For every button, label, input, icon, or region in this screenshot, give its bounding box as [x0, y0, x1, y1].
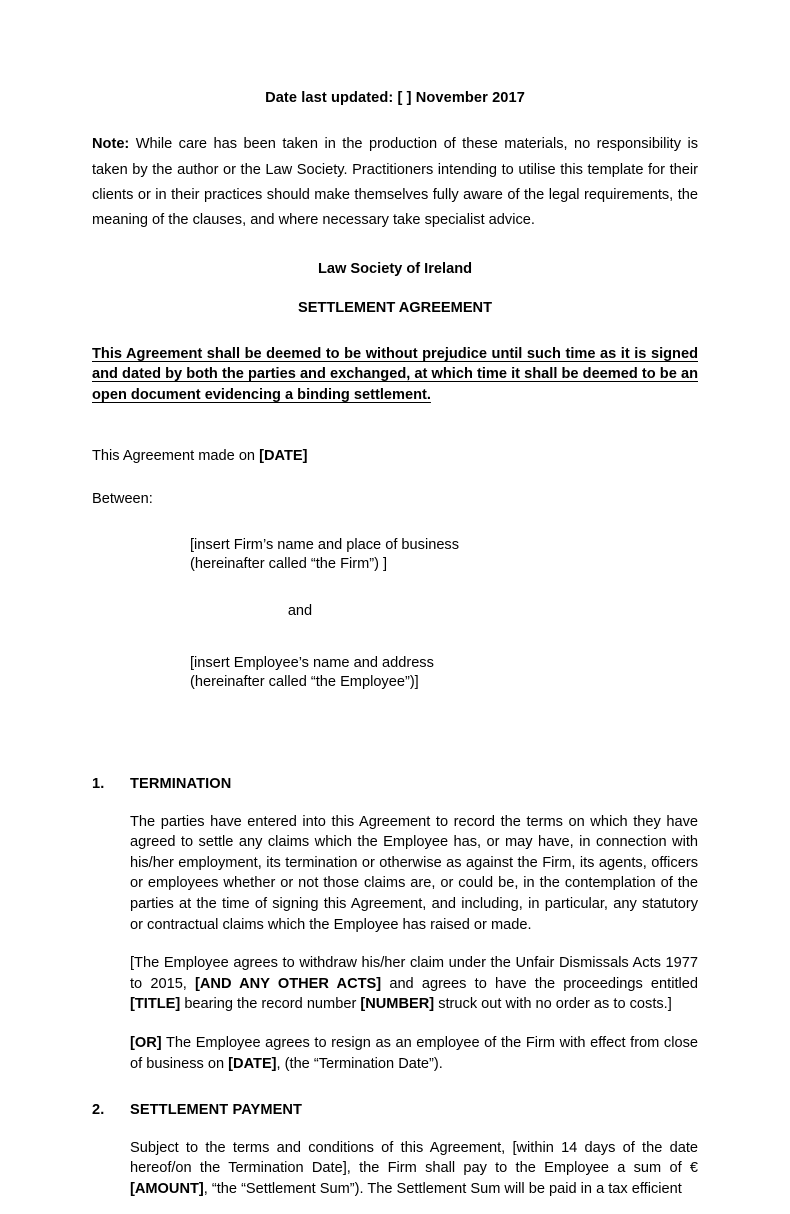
date-last-updated: Date last updated: [ ] November 2017	[265, 90, 525, 106]
withdraw-claim-part-4: struck out with no order as to costs.]	[434, 996, 672, 1013]
section-1-heading	[92, 774, 698, 794]
party-employee	[190, 654, 698, 692]
section-1-title: TERMINATION	[130, 776, 232, 793]
withdraw-claim-paragraph	[130, 953, 698, 1015]
section-termination	[92, 774, 698, 1074]
party-firm-line-1: [insert Firm’s name and place of business	[190, 536, 460, 553]
date-placeholder: [DATE]	[259, 448, 308, 465]
termination-date-placeholder: [DATE]	[228, 1055, 277, 1072]
withdraw-claim-part-3: bearing the record number	[180, 996, 361, 1013]
termination-recital-paragraph: The parties have entered into this Agreement to record the terms on which they have agreed to settle any claims which the Employee has, or may have, in connection with his/her employment, its termination or otherwise as against the Firm, its agents, officers or employees whether or not those claims are, or could be, in the contemplation of the parties at the time of signing this Agreement, and including, in particular, any statutory or contractual claims which the Employee has raised or made.	[130, 813, 698, 933]
resign-option-part-2: , (the “Termination Date”).	[276, 1055, 443, 1072]
title-placeholder: [TITLE]	[130, 996, 181, 1013]
agreement-date-line	[92, 446, 698, 466]
other-acts-placeholder: [AND ANY OTHER ACTS]	[195, 975, 382, 992]
section-1-number: 1.	[92, 776, 105, 793]
withdraw-claim-part-1: [The Employee agrees to withdraw his/her claim under the Unfair Dismissals Acts 1977 to 2015,	[130, 955, 698, 992]
section-2-heading	[92, 1100, 698, 1120]
number-placeholder: [NUMBER]	[360, 996, 435, 1013]
disclaimer-note	[92, 132, 698, 234]
amount-placeholder: [AMOUNT]	[130, 1180, 204, 1197]
party-firm	[190, 536, 698, 574]
note-text: While care has been taken in the production of these materials, no responsibility is taken by the author or the Law Society. Practitioners intending to utilise this template for their clients or in their practices should make themselves fully aware of the legal requirements, the meaning of the clauses, and where necessary take specialist advice.	[92, 136, 698, 229]
without-prejudice-notice: This Agreement shall be deemed to be without prejudice until such time as it is signed and dated by both the parties and exchanged, at which time it shall be deemed to be an open document evidencing a binding settlement.	[92, 345, 698, 404]
settlement-sum-paragraph	[130, 1138, 698, 1200]
resign-option-paragraph	[130, 1033, 698, 1074]
party-employee-line-1: [insert Employee’s name and address	[190, 655, 434, 672]
settlement-sum-part-1: Subject to the terms and conditions of this Agreement, [within 14 days of the date hereof/on the Termination Date], the Firm shall pay to the Employee a sum of €	[130, 1139, 698, 1177]
section-2-number: 2.	[92, 1102, 105, 1119]
made-on-prefix: This Agreement made on	[92, 448, 260, 465]
document-content	[92, 88, 698, 1214]
and-connector: and	[287, 602, 313, 619]
organisation-name: Law Society of Ireland	[317, 260, 473, 277]
document-title: SETTLEMENT AGREEMENT	[297, 300, 493, 317]
section-2-title: SETTLEMENT PAYMENT	[130, 1102, 303, 1119]
section-settlement-payment	[92, 1100, 698, 1199]
settlement-sum-part-2: , “the “Settlement Sum”). The Settlement Sum will be paid in a tax efficient	[203, 1180, 682, 1197]
party-firm-line-2: (hereinafter called “the Firm”) ]	[190, 555, 388, 572]
or-placeholder: [OR]	[130, 1035, 162, 1052]
party-employee-line-2: (hereinafter called “the Employee”)]	[190, 674, 419, 691]
between-label: Between:	[92, 491, 153, 508]
resign-option-part-1: The Employee agrees to resign as an employee of the Firm with effect from close of business on	[130, 1035, 698, 1072]
note-label: Note:	[92, 136, 130, 153]
withdraw-claim-part-2: and agrees to have the proceedings entitled	[381, 975, 698, 992]
